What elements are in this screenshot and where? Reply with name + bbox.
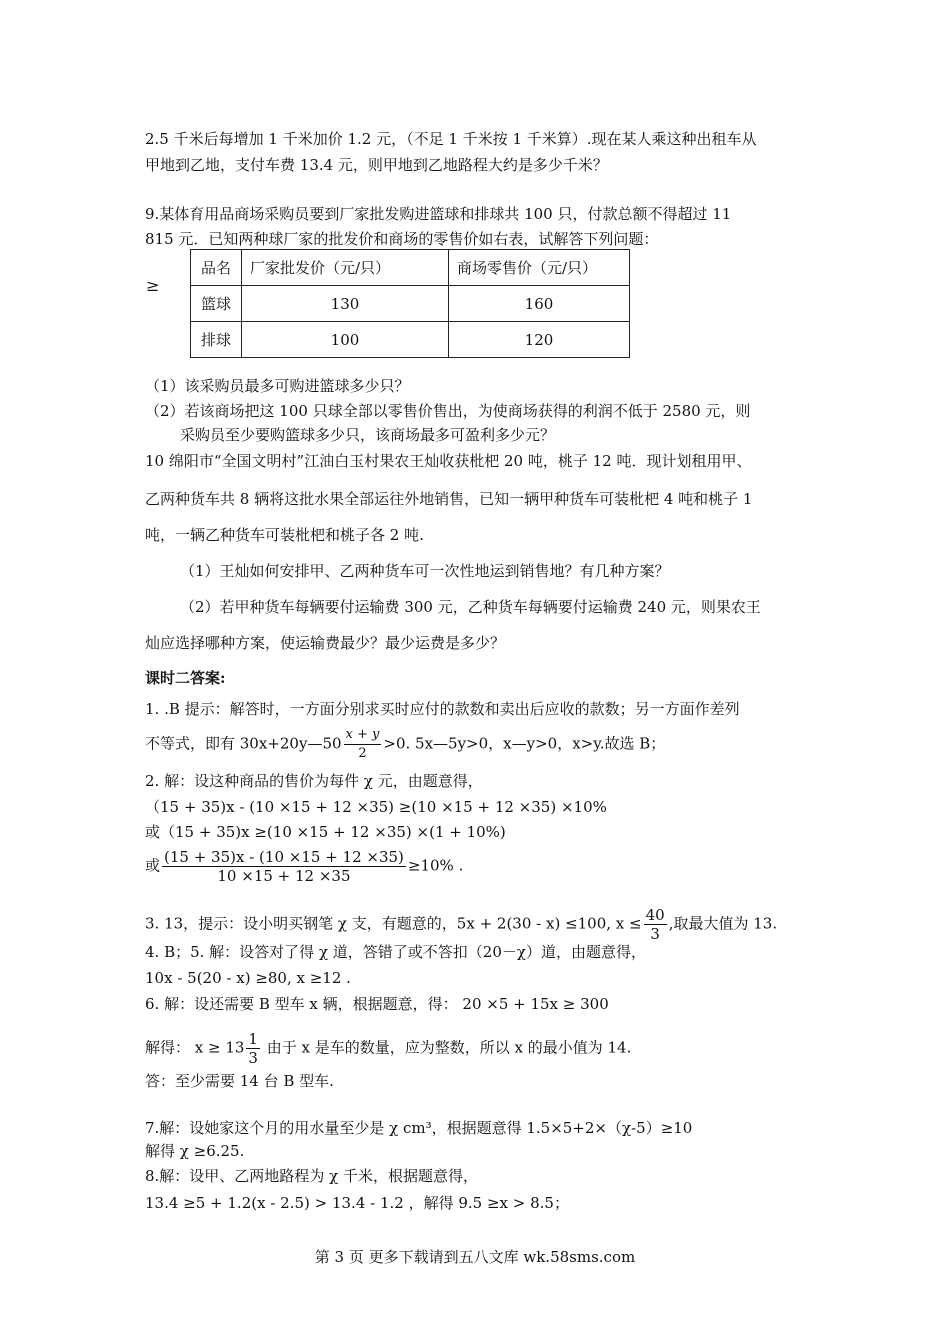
answers-heading: 课时二答案: — [145, 669, 226, 687]
price-table — [190, 249, 630, 358]
problem-8-continuation-line-2: 甲地到乙地，支付车费 13.4 元，则甲地到乙地路程大约是多少千米？ — [145, 156, 608, 174]
answer-1-line-1: 1. .B 提示：解答时，一方面分别求买时应付的款数和卖出后应收的款数；另一方面作差列 — [145, 700, 740, 718]
fraction-denominator: 3 — [650, 925, 660, 943]
problem-10-line-3: 吨，一辆乙种货车可装枇杷和桃子各 2 吨. — [145, 526, 424, 544]
answer-7-line-2: 解得 χ ≥6.25. — [145, 1142, 245, 1160]
answer-2-formula-1: （15 + 35)x - (10 ×15 + 12 ×35) ≥(10 ×15 + 12 ×35) ×10% — [145, 798, 607, 816]
answer-6-intro: 6. 解：设还需要 B 型车 x 辆，根据题意，得： 20 ×5 + 15x ≥ 300 — [145, 995, 609, 1013]
problem-9-line-1: 9.某体育用品商场采购员要到厂家批发购进篮球和排球共 100 只，付款总额不得超过 11 — [145, 205, 732, 223]
fraction-denominator: 3 — [248, 1049, 258, 1067]
table-cell: 130 — [242, 286, 449, 322]
answer-2-formula-3-suffix: ≥10% . — [407, 856, 464, 875]
answer-1-text-after: >0. 5x—5y>0，x—y>0，x>y.故选 B； — [383, 734, 666, 753]
fraction-numerator: 40 — [645, 906, 665, 924]
problem-10-line-1: 10 绵阳市“全国文明村”江油白玉村果农王灿收获枇杷 20 吨，桃子 12 吨．现计划租用甲、 — [145, 452, 752, 470]
fraction-denominator: 2 — [358, 746, 367, 761]
answer-5-formula: 10x - 5(20 - x) ≥80, x ≥12 . — [145, 969, 351, 987]
table-row — [191, 286, 630, 322]
answer-2-formula-3 — [145, 848, 463, 885]
fraction-numerator: (15 + 35)x - (10 ×15 + 12 ×35) — [164, 848, 404, 866]
answer-8-line-2: 13.4 ≥5 + 1.2(x - 2.5) > 13.4 - 1.2 ，解得 9.5 ≥x > 8.5； — [145, 1194, 569, 1212]
answer-3-text-before: 3. 13，提示：设小明买钢笔 χ 支，有题意的，5x + 2(30 - x) ≤100, x ≤ — [145, 914, 642, 933]
table-row — [191, 322, 630, 358]
table-cell: 篮球 — [191, 286, 242, 322]
answer-3 — [145, 906, 777, 943]
table-cell: 排球 — [191, 322, 242, 358]
problem-10-part-1: （1）王灿如何安排甲、乙两种货车可一次性地运到销售地？有几种方案？ — [180, 562, 670, 580]
answer-7-line-1: 7.解：设她家这个月的用水量至少是 χ cm³，根据题意得 1.5×5+2×（χ-5）≥10 — [145, 1119, 693, 1137]
answer-3-text-after: ,取最大值为 13. — [668, 914, 778, 933]
fraction-x-plus-y-over-2 — [344, 726, 382, 763]
table-header-cell: 品名 — [191, 250, 242, 286]
problem-9-part-2-line-1: （2）若该商场把这 100 只球全部以零售价售出，为使商场获得的利润不低于 2580 元，则 — [145, 402, 751, 420]
problem-10-part-2-line-1: （2）若甲种货车每辆要付运输费 300 元，乙种货车每辆要付运输费 240 元，则果农王 — [180, 598, 761, 616]
answer-2-fraction — [162, 848, 406, 885]
problem-10-line-2: 乙两种货车共 8 辆将这批水果全部运往外地销售，已知一辆甲种货车可装枇杷 4 吨和桃子 1 — [145, 490, 753, 508]
table-cell: 160 — [449, 286, 630, 322]
problem-9-line-2: 815 元．已知两种球厂家的批发价和商场的零售价如右表，试解答下列问题： — [145, 230, 659, 248]
answer-6-solution-suffix: 由于 x 是车的数量，应为整数，所以 x 的最小值为 14. — [261, 1038, 632, 1057]
fraction-numerator: x + y — [344, 726, 382, 745]
problem-10-part-2-line-2: 灿应选择哪种方案，使运输费最少？最少运费是多少？ — [145, 634, 506, 652]
page-footer: 第 3 页 更多下载请到五八文库 wk.58sms.com — [314, 1248, 636, 1266]
answer-2-intro: 2. 解：设这种商品的售价为每件 χ 元，由题意得， — [145, 772, 483, 790]
problem-8-continuation-line-1: 2.5 千米后每增加 1 千米加价 1.2 元，（不足 1 千米按 1 千米算）.现在某人乘这种出租车从 — [145, 130, 757, 148]
problem-9-part-1: （1）该采购员最多可购进篮球多少只？ — [145, 377, 410, 395]
table-cell: 100 — [242, 322, 449, 358]
problem-9-part-2-line-2: 采购员至少要购篮球多少只，该商场最多可盈利多少元？ — [180, 426, 556, 444]
fraction-denominator: 10 ×15 + 12 ×35 — [217, 867, 351, 885]
table-header-cell: 厂家批发价（元/只） — [242, 250, 449, 286]
table-cell: 120 — [449, 322, 630, 358]
fraction-numerator: 1 — [248, 1030, 258, 1048]
fraction-40-over-3 — [644, 906, 667, 943]
stray-geq-symbol: ≥ — [146, 276, 160, 295]
answer-1-line-2 — [145, 726, 665, 763]
answer-4-5-intro: 4. B；5. 解：设答对了得 χ 道，答错了或不答扣（20－χ）道，由题意得， — [145, 943, 646, 961]
answer-8-line-1: 8.解：设甲、乙两地路程为 χ 千米，根据题意得， — [145, 1167, 478, 1185]
answer-1-text-before: 不等式，即有 30x+20y—50 — [145, 734, 342, 753]
answer-2-formula-2: 或（15 + 35)x ≥(10 ×15 + 12 ×35) ×(1 + 10%) — [145, 823, 506, 841]
answer-6-solution-prefix: 解得： x ≥ 13 — [145, 1038, 245, 1057]
table-header-cell: 商场零售价（元/只） — [449, 250, 630, 286]
answer-6-conclusion: 答：至少需要 14 台 B 型车. — [145, 1072, 334, 1090]
table-header-row — [191, 250, 630, 286]
fraction-1-over-3 — [246, 1030, 260, 1067]
answer-2-formula-3-prefix: 或 — [145, 856, 161, 875]
answer-6-solution — [145, 1030, 631, 1067]
